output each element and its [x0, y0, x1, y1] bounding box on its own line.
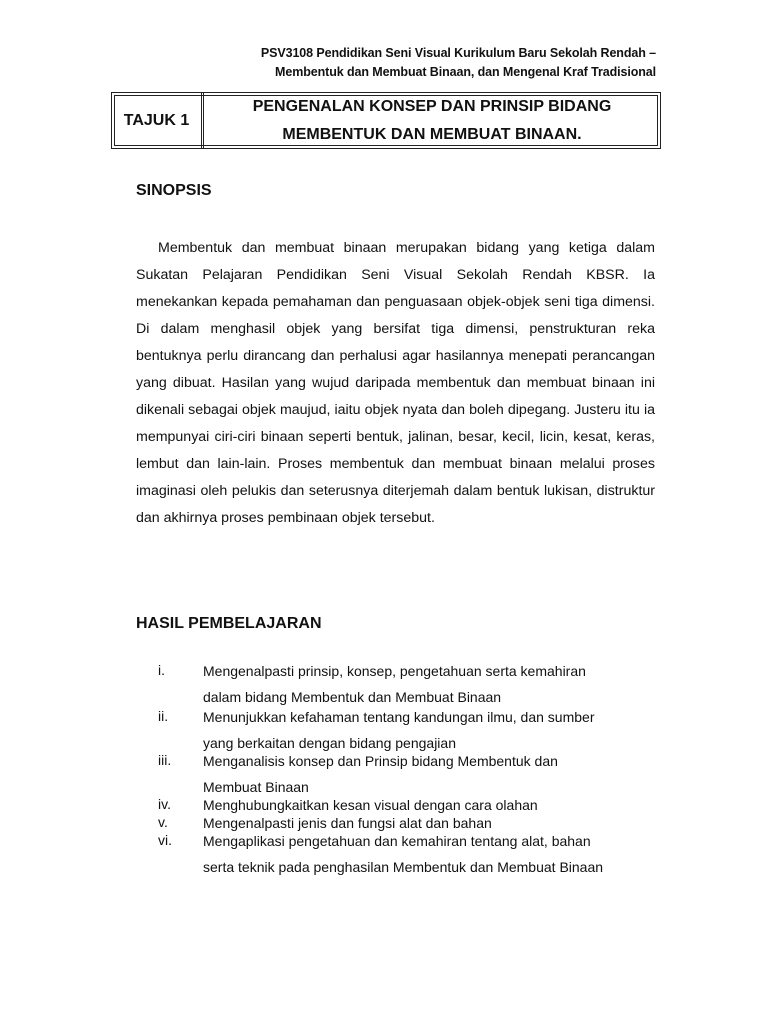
list-item-number: iii.: [158, 752, 172, 768]
list-item-text: [203, 752, 663, 796]
topic-title-line-1: PENGENALAN KONSEP DAN PRINSIP BIDANG: [252, 98, 612, 115]
list-item-number: ii.: [158, 708, 169, 724]
topic-title: [204, 93, 660, 148]
list-item-line-1: Mengenalpasti prinsip, konsep, pengetahuan serta kemahiran: [203, 663, 586, 679]
topic-title-line-2: MEMBENTUK DAN MEMBUAT BINAAN.: [282, 126, 582, 143]
list-item-number: v.: [158, 814, 168, 830]
list-item-line-2: Membuat Binaan: [203, 779, 309, 795]
list-item-text: [203, 814, 663, 832]
list-item-line-2: dalam bidang Membentuk dan Membuat Binaan: [203, 689, 502, 705]
running-header: [136, 44, 656, 82]
list-item-number: iv.: [158, 796, 171, 812]
learning-outcomes-heading: HASIL PEMBELAJARAN: [136, 615, 322, 632]
list-item-line-1: Mengenalpasti jenis dan fungsi alat dan bahan: [203, 815, 492, 831]
list-item-line-1: Menghubungkaitkan kesan visual dengan cara olahan: [203, 797, 538, 813]
running-header-line-2: Membentuk dan Membuat Binaan, dan Mengenal Kraf Tradisional: [275, 65, 656, 79]
list-item-text: [203, 832, 663, 876]
list-item-text: [203, 662, 663, 706]
list-item-text: [203, 708, 663, 752]
list-item-line-2: serta teknik pada penghasilan Membentuk dan Membuat Binaan: [203, 859, 604, 875]
synopsis-paragraph: Membentuk dan membuat binaan merupakan bidang yang ketiga dalam Sukatan Pelajaran Pendidikan Seni Visual Sekolah Rendah KBSR. Ia menekankan kepada pemahaman dan penguasaan objek-objek seni tiga dimensi. Di dalam menghasil objek yang bersifat tiga dimensi, penstrukturan reka bentuknya perlu dirancang dan perhalusi agar hasilannya menepati perancangan yang dibuat. Hasilan yang wujud daripada membentuk dan membuat binaan ini dikenali sebagai objek maujud, iaitu objek nyata dan boleh dipegang. Justeru itu ia mempunyai ciri-ciri binaan seperti bentuk, jalinan, besar, kecil, licin, kesat, keras, lembut dan lain-lain. Proses membentuk dan membuat binaan melalui proses imaginasi oleh pelukis dan seterusnya diterjemah dalam bentuk lukisan, distruktur dan akhirnya proses pembinaan objek tersebut.: [136, 240, 655, 526]
list-item-line-1: Menganalisis konsep dan Prinsip bidang Membentuk dan: [203, 753, 558, 769]
list-item-number: i.: [158, 662, 165, 678]
list-item-line-1: Menunjukkan kefahaman tentang kandungan ilmu, dan sumber: [203, 709, 595, 725]
topic-title-box: [111, 92, 661, 149]
list-item-line-2: yang berkaitan dengan bidang pengajian: [203, 735, 456, 751]
list-item-number: vi.: [158, 832, 172, 848]
topic-tag: TAJUK 1: [112, 93, 204, 148]
synopsis-heading: SINOPSIS: [136, 182, 212, 199]
list-item-line-1: Mengaplikasi pengetahuan dan kemahiran tentang alat, bahan: [203, 833, 591, 849]
running-header-line-1: PSV3108 Pendidikan Seni Visual Kurikulum Baru Sekolah Rendah –: [260, 46, 656, 60]
list-item-text: [203, 796, 663, 814]
